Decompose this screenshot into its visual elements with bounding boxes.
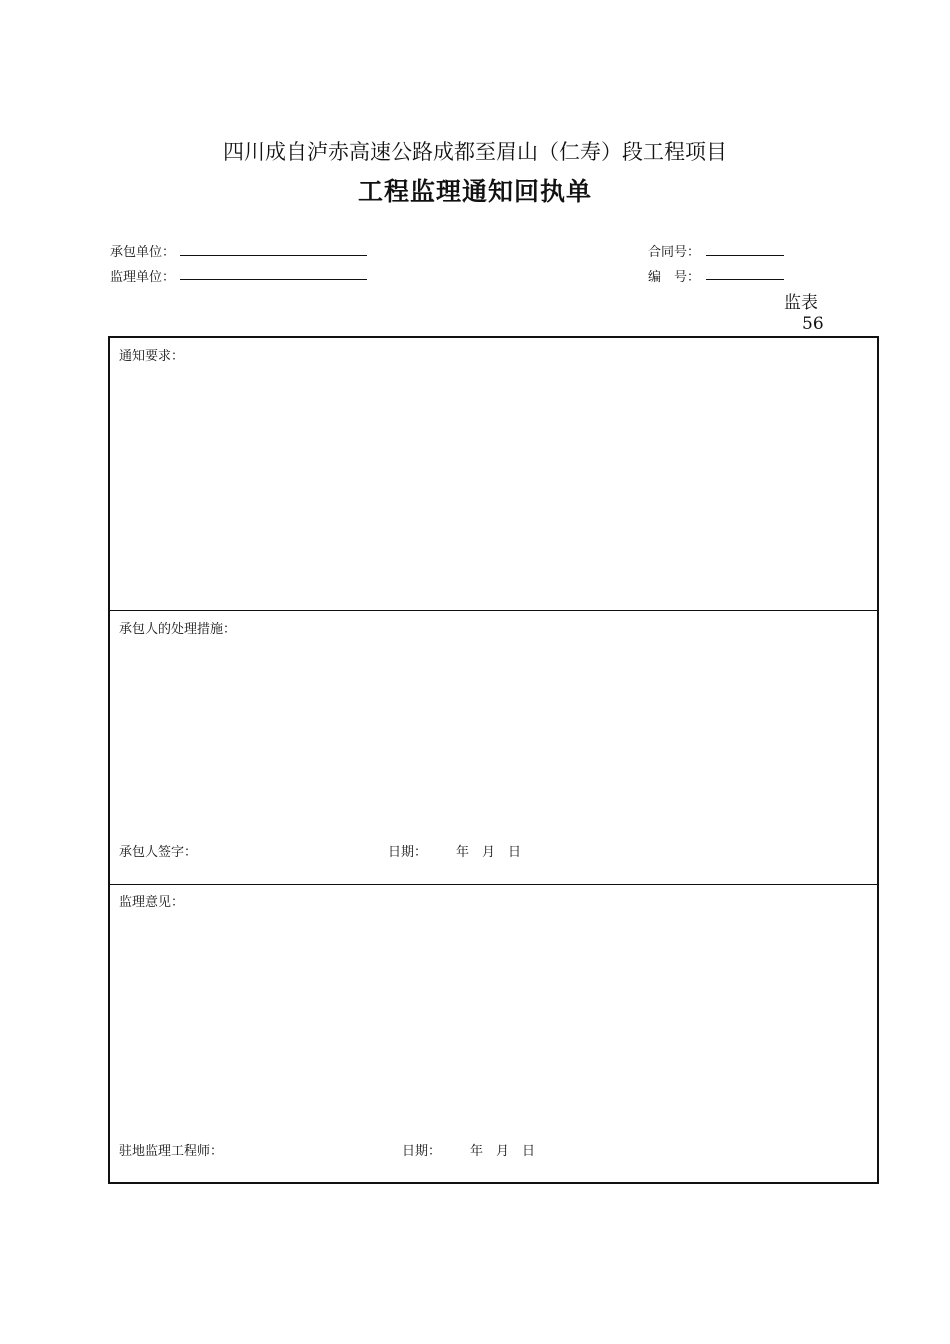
row-divider-2 [110, 884, 877, 885]
serial-no-label: 编 号： [648, 270, 701, 285]
form-code-number: 56 [802, 314, 824, 334]
date-label-2: 日期： [402, 1144, 442, 1159]
contractor-label: 承包单位： [110, 245, 176, 260]
row-divider-1 [110, 610, 877, 611]
measures-label: 承包人的处理措施： [119, 622, 237, 637]
form-code-label: 监表 [784, 293, 818, 313]
date-ymd-1: 年 月 日 [456, 845, 522, 860]
date-ymd-2: 年 月 日 [470, 1144, 536, 1159]
contractor-field[interactable] [180, 255, 367, 256]
contract-no-field[interactable] [706, 255, 784, 256]
form-table [108, 336, 879, 1184]
engineer-label: 驻地监理工程师： [119, 1144, 224, 1159]
page-title: 工程监理通知回执单 [357, 177, 592, 206]
serial-no-field[interactable] [706, 279, 784, 280]
opinion-label: 监理意见： [119, 895, 185, 910]
supervisor-field[interactable] [180, 279, 367, 280]
project-name: 四川成自泸赤高速公路成都至眉山（仁寿）段工程项目 [223, 140, 727, 164]
contractor-sign-label: 承包人签字： [119, 845, 198, 860]
notice-label: 通知要求： [119, 349, 185, 364]
contract-no-label: 合同号： [648, 245, 701, 260]
date-label-1: 日期： [388, 845, 428, 860]
supervisor-label: 监理单位： [110, 270, 176, 285]
